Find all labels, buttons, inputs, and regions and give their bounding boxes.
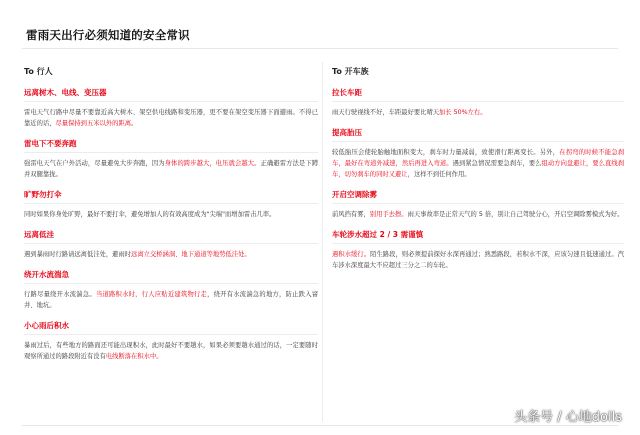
tip-section [24, 88, 318, 129]
tip-body [332, 209, 624, 220]
highlighted-text: 加长 50%左右。 [439, 109, 487, 116]
tip-heading: 拉长车距 [332, 88, 624, 102]
tip-heading: 提高胎压 [332, 128, 624, 142]
tip-body [24, 340, 318, 362]
tip-body [24, 158, 318, 180]
tip-body [332, 147, 624, 180]
highlighted-text: 远离立交桥涵洞、地下通道等地势低洼处。 [131, 251, 251, 258]
body-text: 前风挡有雾， [332, 211, 370, 218]
tip-section [24, 230, 318, 260]
page-title: 雷雨天出行必须知道的安全常识 [26, 28, 190, 42]
body-text: 同时如果你身处旷野，最好不要打伞，避免增加人的有效高度成为"尖端"而增加雷击几率。 [24, 211, 276, 218]
highlighted-text: 组动方向盘避让，要么直线刹车，切勿刹车的同时又避让， [332, 160, 625, 178]
tip-body [332, 107, 624, 118]
tip-section [332, 230, 624, 271]
tip-body [24, 209, 318, 220]
body-text: 正确避雷方法是下蹲并双腿靠拢。 [24, 160, 319, 178]
body-text: 强雷电天气在户外活动，尽量避免大步奔跑，因为 [24, 160, 165, 167]
tip-heading: 旷野勿打伞 [24, 190, 318, 204]
body-text: 遇到暴雨时行路请远离低洼处，避雨时 [24, 251, 132, 258]
tip-section [24, 139, 318, 180]
tip-heading: 开启空调除雾 [332, 190, 624, 204]
tip-heading: 绕开水流湍急 [24, 270, 318, 284]
driver-column [332, 66, 624, 281]
tip-heading: 车轮涉水超过 2 / 3 需谨慎 [332, 230, 624, 244]
highlighted-text: 当道路积水时，行人应贴近建筑物行走 [95, 291, 208, 298]
tip-section [332, 128, 624, 180]
body-text: 雨天事故率是正常天气的 5 倍，别让自己驾驶分心，开启空调除雾模式为好。 [407, 211, 624, 218]
bottom-divider [22, 425, 618, 426]
column-divider [322, 62, 323, 422]
body-text: 雨天行驶视线不好，车距最好要比晴天 [332, 109, 440, 116]
driver-sections [332, 88, 624, 271]
highlighted-text: 尽量保持到五米以外的距离。 [55, 120, 138, 127]
highlighted-text: 身体的跨步越大，电压就会越大。 [164, 160, 261, 167]
highlighted-text: 在拐弯的时候不能急刹车，最好在弯道外减速，然后再进入弯道。 [332, 149, 625, 167]
body-text: 行路尽量绕开水流湍急。 [24, 291, 96, 298]
highlighted-text: 遇积水缓行。 [332, 251, 371, 258]
body-text: 较低胎压会使轮胎触地面积变大，刹车时力量减弱，致使滑行距离变长。另外， [332, 149, 560, 156]
tip-heading: 小心雨后积水 [24, 321, 318, 335]
body-text: 遇到紧急情况需要急刹车，要么 [452, 160, 542, 167]
tip-section [332, 88, 624, 118]
tip-heading: 远离低洼 [24, 230, 318, 244]
body-text: 暴雨过后，有些地方的路面还可能出现积水，此时最好不要趟水，如果必须要趟水通过的话，一定要随时观察所通过的路段附近有没有 [24, 342, 318, 360]
tip-body [24, 107, 318, 129]
title-divider [22, 48, 618, 49]
driver-heading: To 开车族 [332, 67, 369, 76]
watermark: 头条号 / 心地dolls [514, 410, 622, 425]
tip-body [24, 289, 318, 311]
tip-section [24, 321, 318, 362]
body-text: 这样不到任何作用。 [413, 171, 471, 178]
tip-body [332, 249, 624, 271]
body-text: 陌生路段，则必须提前探好水深再通过；熟悉路段，若积水不深，应该匀速且低速通过。汽车涉水深度最大不应超过三分之二的车轮。 [332, 251, 625, 269]
body-text: 雷电天气行路中尽量不要靠近高大树木、架空供电线路和变压器，更不要在架空变压器下面避雨。不得已靠近的话， [24, 109, 318, 127]
tip-section [24, 190, 318, 220]
pedestrian-heading: To 行人 [24, 67, 53, 76]
pedestrian-column [24, 66, 318, 372]
tip-heading: 雷电下不要奔跑 [24, 139, 318, 153]
tip-section [332, 190, 624, 220]
body-text: ，绕开有水流湍急的地方，防止跌入窨井、地坑。 [24, 291, 319, 309]
pedestrian-sections [24, 88, 318, 362]
highlighted-text: 电线断落在积水中。 [105, 353, 163, 360]
highlighted-text: 别用手去擦。 [369, 211, 408, 218]
tip-heading: 远离树木、电线、变压器 [24, 88, 318, 102]
tip-body [24, 249, 318, 260]
tip-section [24, 270, 318, 311]
